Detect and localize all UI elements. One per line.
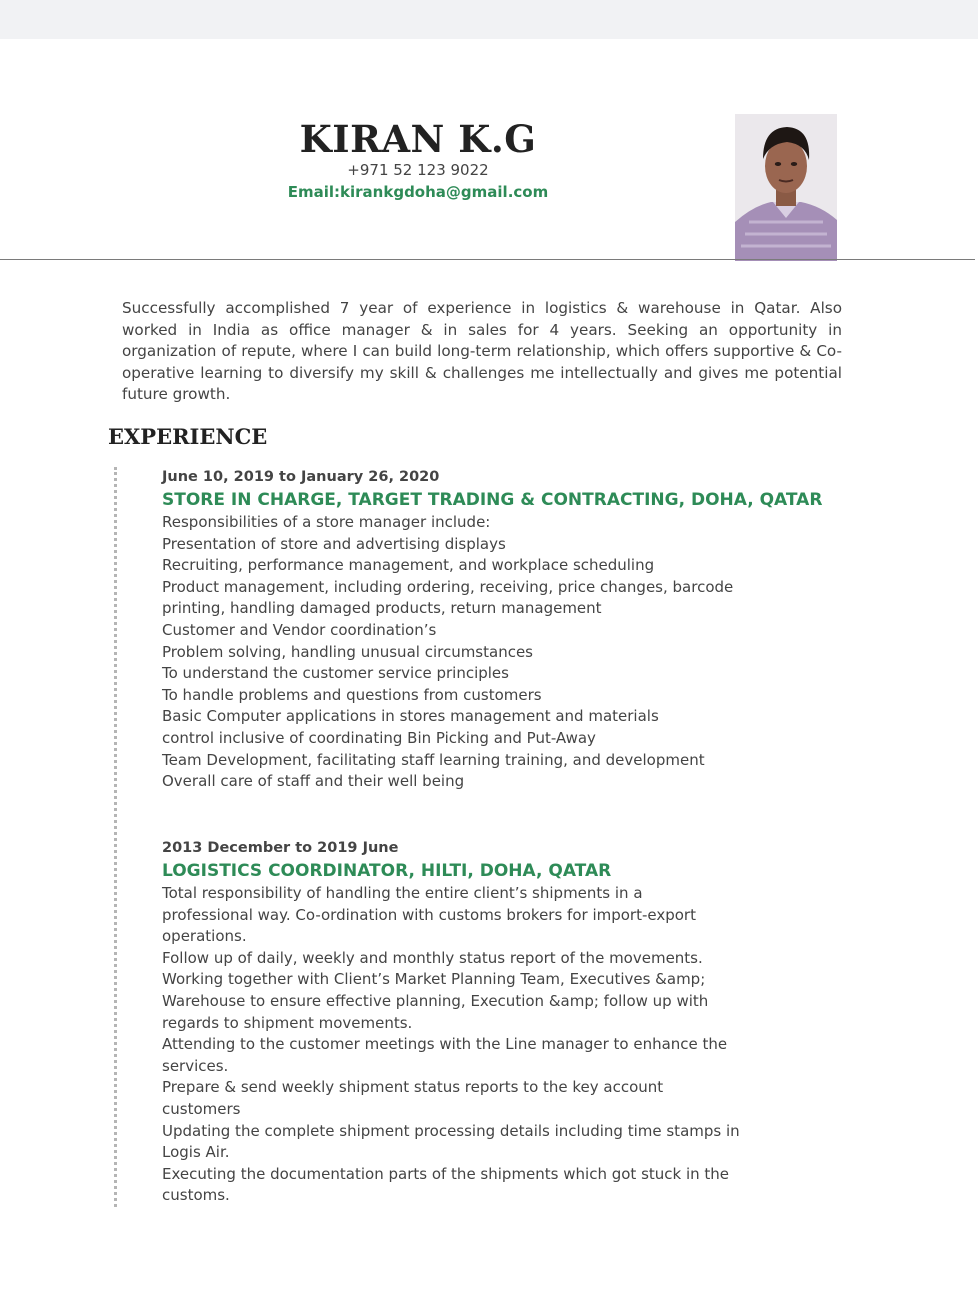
job-line: customs.: [162, 1186, 230, 1205]
candidate-name: KIRAN K.G: [299, 117, 537, 161]
job-line: Overall care of staff and their well being: [162, 772, 465, 791]
job-title: STORE IN CHARGE, TARGET TRADING & CONTRACTING, DOHA, QATAR: [162, 490, 823, 510]
job-entry: [162, 466, 823, 793]
email-address: Email:kirankgdoha@gmail.com: [287, 183, 549, 201]
experience-timeline: [114, 467, 117, 1207]
job-line: Updating the complete shipment processing details including time stamps in: [162, 1121, 740, 1140]
job-entry: [162, 837, 762, 1207]
job-line: Attending to the customer meetings with the Line manager to enhance the: [162, 1035, 728, 1054]
experience-heading: EXPERIENCE: [108, 424, 268, 449]
job-line: Responsibilities of a store manager include:: [162, 513, 491, 531]
job-line: professional way. Co-ordination with customs brokers for import-export: [162, 905, 696, 924]
job-line: Total responsibility of handling the entire client’s shipments in a: [162, 884, 643, 902]
job-responsibilities: [162, 512, 762, 793]
job-line: Logis Air.: [162, 1143, 230, 1162]
job-line: To understand the customer service principles: [162, 664, 509, 683]
job-line: Team Development, facilitating staff learning training, and development: [162, 750, 705, 769]
job-line: To handle problems and questions from customers: [162, 685, 542, 704]
profile-photo-icon: [735, 114, 837, 261]
job-title: LOGISTICS COORDINATOR, HILTI, DOHA, QATAR: [162, 861, 612, 881]
job-date: June 10, 2019 to January 26, 2020: [162, 469, 440, 485]
job-line: Prepare & send weekly shipment status reports to the key account: [162, 1078, 664, 1097]
viewer-top-band: [0, 0, 978, 39]
job-responsibilities: [162, 883, 762, 1207]
phone-number: +971 52 123 9022: [347, 161, 489, 179]
job-line: Recruiting, performance management, and workplace scheduling: [162, 556, 655, 575]
job-line: control inclusive of coordinating Bin Picking and Put-Away: [162, 728, 596, 747]
job-line: services.: [162, 1056, 229, 1075]
job-line: Follow up of daily, weekly and monthly status report of the movements.: [162, 948, 703, 967]
job-line: Customer and Vendor coordination’s: [162, 620, 437, 639]
resume-page: [0, 39, 978, 1305]
job-line: Presentation of store and advertising displays: [162, 534, 506, 553]
job-line: regards to shipment movements.: [162, 1013, 413, 1032]
job-line: Executing the documentation parts of the shipments which got stuck in the: [162, 1164, 730, 1183]
job-line: Warehouse to ensure effective planning, Execution &amp; follow up with: [162, 991, 709, 1010]
profile-summary: Successfully accomplished 7 year of experience in logistics & warehouse in Qatar. Also worked in India as office manager & in sales for 4 years. Seeking an opportunity in organization of repute, where I can build long-term relationship, which offers supportive & Co-operative learning to diversify my skill & challenges me intellectually and gives me potential future growth.: [122, 299, 842, 403]
job-line: Problem solving, handling unusual circumstances: [162, 642, 533, 661]
job-line: customers: [162, 1099, 241, 1118]
job-line: Basic Computer applications in stores management and materials: [162, 707, 659, 726]
header-divider: [0, 259, 975, 260]
job-date: 2013 December to 2019 June: [162, 840, 399, 856]
job-line: operations.: [162, 927, 247, 946]
profile-photo: [735, 114, 837, 261]
job-line: Product management, including ordering, receiving, price changes, barcode: [162, 577, 734, 596]
job-line: Working together with Client’s Market Planning Team, Executives &amp;: [162, 970, 706, 989]
job-line: printing, handling damaged products, return management: [162, 599, 602, 618]
